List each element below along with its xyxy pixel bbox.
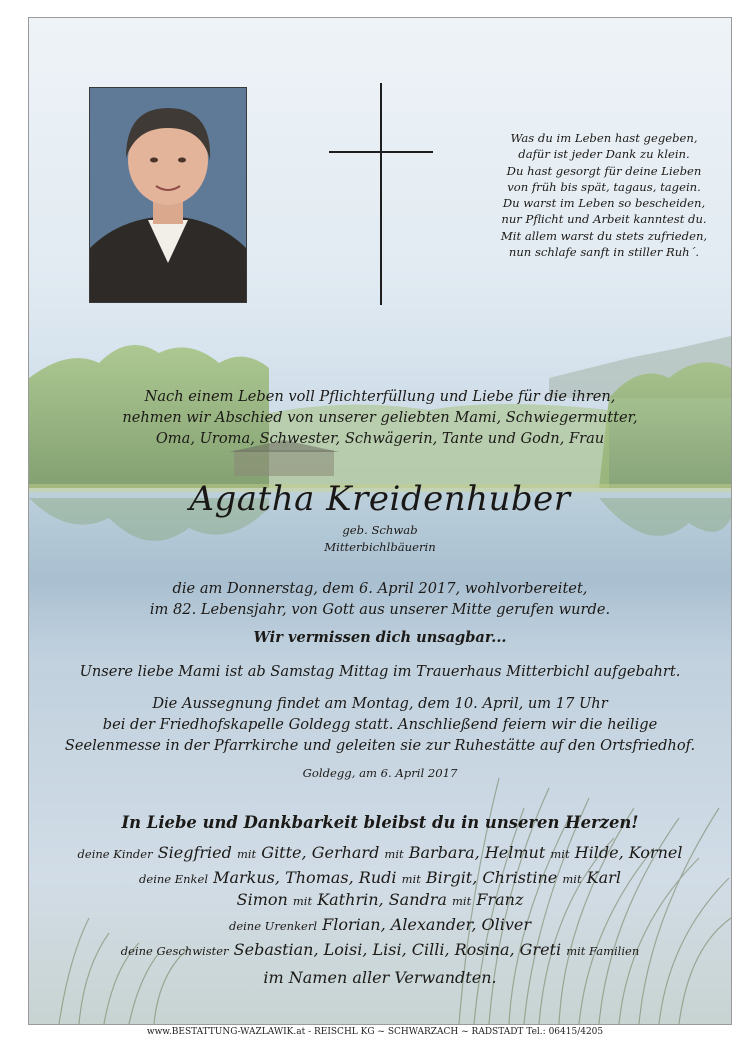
joiner-word: mit — [236, 847, 257, 861]
joiner-word: mit — [401, 872, 421, 886]
child-name: Siegfried — [157, 843, 232, 862]
deceased-name: Agatha Kreidenhuber — [189, 479, 571, 519]
footer-phone: 06415/4205 — [548, 1027, 604, 1037]
death-notice-line: die am Donnerstag, dem 6. April 2017, wohlvorbereitet, — [172, 580, 588, 597]
intro-text — [29, 386, 731, 449]
poem-line: Was du im Leben hast gegeben, — [510, 131, 698, 145]
funeral-notice — [29, 693, 731, 756]
relatives-line: im Namen aller Verwandten. — [263, 968, 497, 987]
closing-line: In Liebe und Dankbarkeit bleibst du in unseren Herzen! — [121, 813, 639, 832]
miss-line: Wir vermissen dich unsagbar... — [253, 629, 507, 646]
partner-name: Barbara, — [408, 843, 480, 862]
partner-name: Kathrin, — [317, 890, 384, 909]
poem-line: Mit allem warst du stets zufrieden, — [500, 228, 708, 243]
poem-line: von früh bis spät, tagaus, tagein. — [507, 179, 701, 194]
farm-title: Mitterbichlbäuerin — [324, 540, 436, 554]
family-grandchildren-line-2 — [29, 889, 731, 912]
viewing-notice: Unsere liebe Mami ist ab Samstag Mittag im Trauerhaus Mitterbichl aufgebahrt. — [79, 663, 681, 680]
birth-name: geb. Schwab — [342, 523, 418, 537]
footer-website-link[interactable]: www.BESTATTUNG-WAZLAWIK.at — [146, 1027, 306, 1037]
funeral-line: Die Aussegnung findet am Montag, dem 10. April, um 17 Uhr — [152, 695, 608, 712]
partner-name: Birgit, — [425, 868, 478, 887]
cross-vertical-bar — [380, 83, 382, 305]
joiner-word: mit — [292, 894, 313, 908]
grandchild-name: Markus, — [213, 868, 280, 887]
intro-line: nehmen wir Abschied von unserer geliebten Mami, Schwiegermutter, — [122, 409, 638, 426]
family-siblings-line — [29, 939, 731, 962]
joiner-word: mit — [452, 894, 472, 908]
child-name: Helmut — [484, 843, 546, 862]
partner-name: Gitte, — [261, 843, 307, 862]
family-children-line — [29, 842, 731, 865]
grandchildren-prefix: deine Enkel — [139, 872, 209, 886]
cross-horizontal-bar — [329, 151, 433, 153]
grandchild-name: Simon — [236, 890, 288, 909]
siblings-names: Sebastian, Loisi, Lisi, Cilli, Rosina, Greti — [233, 940, 562, 959]
poem-line: dafür ist jeder Dank zu klein. — [518, 147, 690, 162]
joiner-word: mit — [562, 872, 582, 886]
partner-name: Franz — [476, 890, 524, 909]
family-grandchildren-line-1 — [29, 867, 731, 890]
intro-line: Oma, Uroma, Schwester, Schwägerin, Tante und Godn, Frau — [155, 430, 605, 447]
partner-name: Hilde, — [574, 843, 624, 862]
grandchild-name: Christine — [482, 868, 558, 887]
child-name: Gerhard — [311, 843, 380, 862]
death-notice — [29, 578, 731, 620]
great-grandchildren-prefix: deine Urenkerl — [228, 919, 318, 933]
funeral-line: bei der Friedhofskapelle Goldegg statt. Anschließend feiern wir die heilige — [102, 716, 658, 733]
poem-line: nun schlafe sanft in stiller Ruh´. — [508, 245, 700, 260]
death-notice-line: im 82. Lebensjahr, von Gott aus unserer Mitte gerufen wurde. — [149, 601, 611, 618]
place-date: Goldegg, am 6. April 2017 — [302, 766, 458, 780]
intro-line: Nach einem Leben voll Pflichterfüllung und Liebe für die ihren, — [144, 388, 616, 405]
footer-town: SCHWARZACH — [387, 1027, 459, 1037]
siblings-prefix: deine Geschwister — [120, 944, 229, 958]
poem-line: Du hast gesorgt für deine Lieben — [506, 163, 702, 178]
poem-line: Du warst im Leben so bescheiden, — [502, 196, 706, 211]
funeral-home-footer — [0, 1027, 750, 1037]
footer-company: REISCHL KG — [313, 1027, 375, 1037]
memorial-poem — [499, 130, 709, 260]
siblings-suffix: mit Familien — [566, 944, 640, 958]
grandchild-name: Rudi — [358, 868, 397, 887]
poem-line: nur Pflicht und Arbeit kanntest du. — [501, 212, 707, 227]
children-prefix: deine Kinder — [77, 847, 153, 861]
portrait-photo — [89, 87, 247, 303]
joiner-word: mit — [550, 847, 570, 861]
partner-name: Karl — [586, 868, 621, 887]
cross-icon — [329, 83, 433, 305]
great-grandchildren-names: Florian, Alexander, Oliver — [322, 915, 532, 934]
funeral-line: Seelenmesse in der Pfarrkirche und geleiten sie zur Ruhestätte auf den Ortsfriedhof. — [64, 737, 696, 754]
footer-separator: ~ — [458, 1027, 472, 1037]
parte-card — [28, 17, 732, 1025]
footer-town: RADSTADT — [471, 1027, 524, 1037]
grandchild-name: Sandra — [388, 890, 447, 909]
family-great-grandchildren-line — [29, 914, 731, 937]
child-name: Kornel — [628, 843, 683, 862]
footer-separator: - — [305, 1027, 314, 1037]
footer-tel-label: Tel.: — [523, 1027, 549, 1037]
grandchild-name: Thomas, — [285, 868, 354, 887]
footer-separator: ~ — [374, 1027, 388, 1037]
joiner-word: mit — [384, 847, 404, 861]
